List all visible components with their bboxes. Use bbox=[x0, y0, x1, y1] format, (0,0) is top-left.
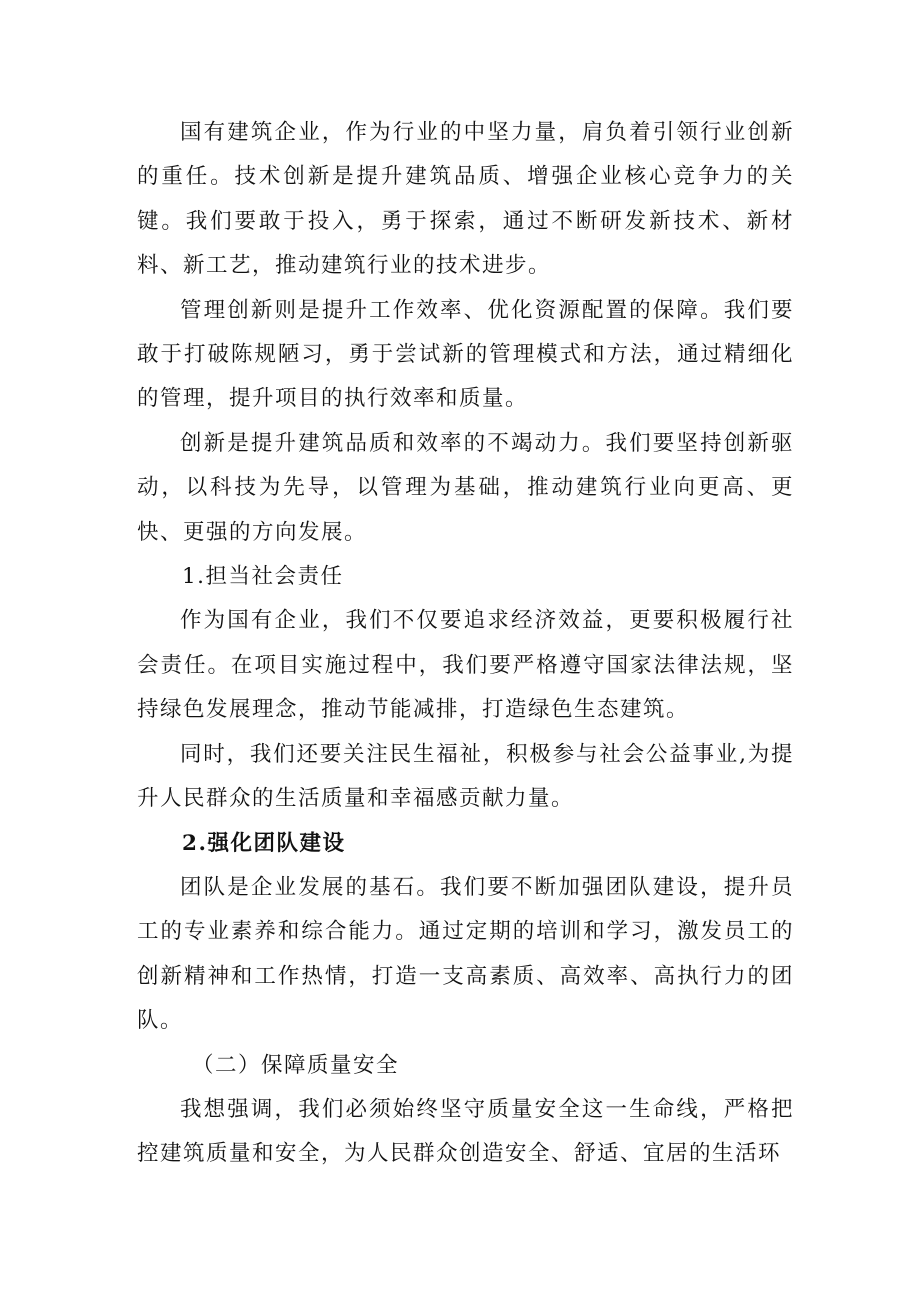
heading-social-responsibility: 1.担当社会责任 bbox=[182, 564, 344, 590]
paragraph-team-building: 团队是企业发展的基石。我们要不断加强团队建设，提升员工的专业素养和综合能力。通过定期的培训和学习，激发员工的创新精神和工作热情，打造一支高素质、高效率、高执行力的团队。 bbox=[137, 874, 794, 1034]
heading-team-building: 2.强化团队建设 bbox=[182, 830, 346, 856]
paragraph-innovation-drive: 创新是提升建筑品质和效率的不竭动力。我们要坚持创新驱动，以科技为先导，以管理为基础，推动建筑行业向更高、更快、更强的方向发展。 bbox=[137, 430, 794, 545]
document-body bbox=[137, 111, 794, 1177]
paragraph-quality-safety: 我想强调，我们必须始终坚守质量安全这一生命线，严格把控建筑质量和安全，为人民群众创造安全、舒适、宜居的生活环 bbox=[137, 1096, 794, 1167]
paragraph-social-responsibility: 作为国有企业，我们不仅要追求经济效益，更要积极履行社会责任。在项目实施过程中，我们要严格遵守国家法律法规，坚持绿色发展理念，推动节能减排，打造绿色生态建筑。 bbox=[137, 608, 794, 723]
paragraph-technology-innovation: 国有建筑企业，作为行业的中坚力量，肩负着引领行业创新的重任。技术创新是提升建筑品质、增强企业核心竞争力的关键。我们要敢于投入，勇于探索，通过不断研发新技术、新材料、新工艺，推动建筑行业的技术进步。 bbox=[137, 120, 794, 279]
heading-quality-safety: （二）保障质量安全 bbox=[192, 1052, 400, 1078]
paragraph-management-innovation: 管理创新则是提升工作效率、优化资源配置的保障。我们要敢于打破陈规陋习，勇于尝试新的管理模式和方法，通过精细化的管理，提升项目的执行效率和质量。 bbox=[137, 297, 794, 412]
paragraph-public-welfare: 同时，我们还要关注民生福祉，积极参与社会公益事业,为提升人民群众的生活质量和幸福感贡献力量。 bbox=[137, 741, 794, 812]
